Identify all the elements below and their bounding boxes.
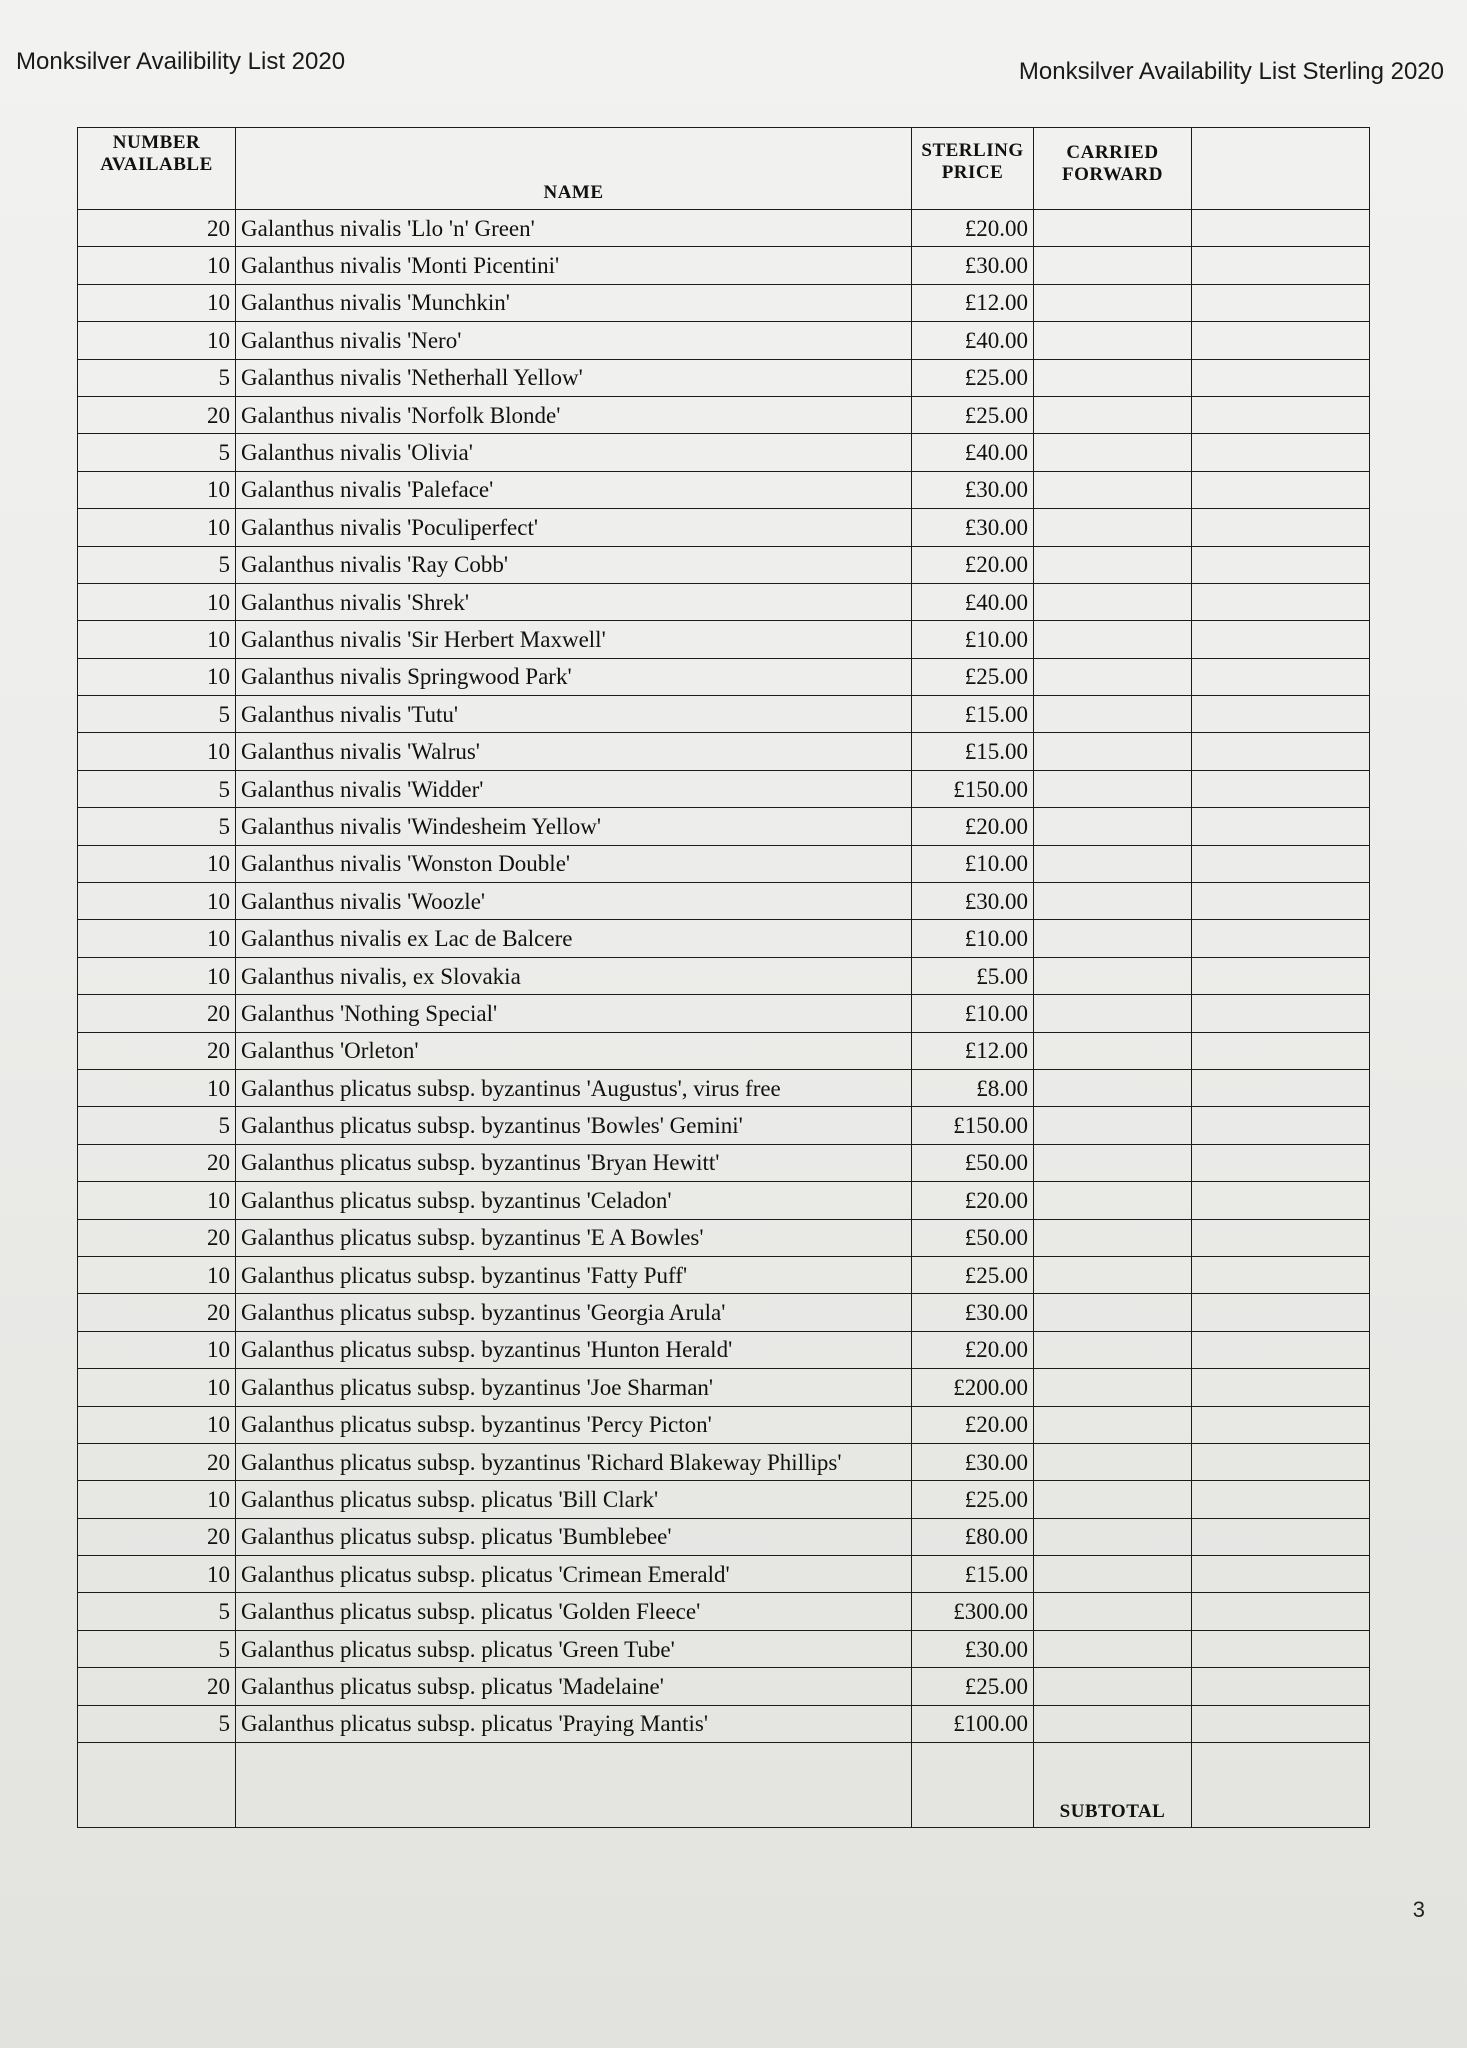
- price-cell: £10.00: [912, 845, 1034, 882]
- order-cell[interactable]: [1192, 471, 1370, 508]
- order-cell[interactable]: [1192, 396, 1370, 433]
- quantity-cell: 20: [78, 1443, 236, 1480]
- price-cell: £12.00: [912, 284, 1034, 321]
- price-cell: £100.00: [912, 1705, 1034, 1742]
- column-header-blank: [1192, 128, 1370, 210]
- table-row: [78, 1069, 1370, 1106]
- price-cell: £12.00: [912, 1032, 1034, 1069]
- price-cell: £80.00: [912, 1518, 1034, 1555]
- plant-name-cell: Galanthus nivalis 'Woozle': [236, 883, 912, 920]
- table-row: [78, 322, 1370, 359]
- price-cell: £150.00: [912, 1107, 1034, 1144]
- plant-name-cell: Galanthus nivalis 'Poculiperfect': [236, 509, 912, 546]
- table-row: [78, 621, 1370, 658]
- quantity-cell: 5: [78, 808, 236, 845]
- price-cell: £30.00: [912, 883, 1034, 920]
- price-cell: £200.00: [912, 1369, 1034, 1406]
- price-cell: £40.00: [912, 434, 1034, 471]
- price-cell: £20.00: [912, 1331, 1034, 1368]
- plant-name-cell: Galanthus nivalis 'Windesheim Yellow': [236, 808, 912, 845]
- quantity-cell: 10: [78, 322, 236, 359]
- plant-name-cell: Galanthus nivalis 'Netherhall Yellow': [236, 359, 912, 396]
- price-cell: £25.00: [912, 359, 1034, 396]
- carried-forward-cell[interactable]: [1034, 770, 1192, 807]
- quantity-cell: 20: [78, 1032, 236, 1069]
- quantity-cell: 5: [78, 1593, 236, 1630]
- plant-name-cell: Galanthus plicatus subsp. byzantinus 'Georgia Arula': [236, 1294, 912, 1331]
- carried-forward-cell[interactable]: [1034, 210, 1192, 247]
- price-cell: £20.00: [912, 210, 1034, 247]
- table-row: [78, 1443, 1370, 1480]
- column-header-line: STERLING: [921, 140, 1024, 161]
- plant-name-cell: Galanthus plicatus subsp. byzantinus 'Hunton Herald': [236, 1331, 912, 1368]
- plant-name-cell: Galanthus plicatus subsp. byzantinus 'Percy Picton': [236, 1406, 912, 1443]
- plant-name-cell: Galanthus nivalis 'Tutu': [236, 696, 912, 733]
- plant-name-cell: Galanthus plicatus subsp. byzantinus 'Joe Sharman': [236, 1369, 912, 1406]
- plant-name-cell: Galanthus nivalis 'Paleface': [236, 471, 912, 508]
- carried-forward-cell[interactable]: [1034, 808, 1192, 845]
- carried-forward-cell[interactable]: [1034, 1294, 1192, 1331]
- price-cell: £25.00: [912, 1481, 1034, 1518]
- plant-name-cell: Galanthus nivalis 'Sir Herbert Maxwell': [236, 621, 912, 658]
- column-header-line: NUMBER: [112, 132, 201, 153]
- carried-forward-cell[interactable]: [1034, 621, 1192, 658]
- price-cell: £10.00: [912, 920, 1034, 957]
- quantity-cell: 10: [78, 1182, 236, 1219]
- carried-forward-cell[interactable]: [1034, 1630, 1192, 1667]
- carried-forward-cell[interactable]: [1034, 359, 1192, 396]
- carried-forward-cell[interactable]: [1034, 322, 1192, 359]
- order-cell[interactable]: [1192, 733, 1370, 770]
- price-cell: £50.00: [912, 1219, 1034, 1256]
- carried-forward-cell[interactable]: [1034, 1668, 1192, 1705]
- price-cell: £30.00: [912, 471, 1034, 508]
- plant-name-cell: Galanthus nivalis 'Shrek': [236, 583, 912, 620]
- carried-forward-cell[interactable]: [1034, 957, 1192, 994]
- carried-forward-cell[interactable]: [1034, 920, 1192, 957]
- table-row: [78, 1107, 1370, 1144]
- order-cell[interactable]: [1192, 1032, 1370, 1069]
- quantity-cell: 10: [78, 957, 236, 994]
- plant-name-cell: Galanthus plicatus subsp. byzantinus 'Fatty Puff': [236, 1256, 912, 1293]
- price-cell: £40.00: [912, 322, 1034, 359]
- plant-name-cell: Galanthus nivalis 'Nero': [236, 322, 912, 359]
- carried-forward-cell[interactable]: [1034, 1443, 1192, 1480]
- carried-forward-cell[interactable]: [1034, 845, 1192, 882]
- plant-name-cell: Galanthus nivalis 'Widder': [236, 770, 912, 807]
- order-cell[interactable]: [1192, 322, 1370, 359]
- quantity-cell: 20: [78, 1219, 236, 1256]
- carried-forward-cell[interactable]: [1034, 1369, 1192, 1406]
- quantity-cell: 10: [78, 284, 236, 321]
- quantity-cell: 20: [78, 210, 236, 247]
- carried-forward-cell[interactable]: [1034, 284, 1192, 321]
- plant-name-cell: Galanthus nivalis 'Norfolk Blonde': [236, 396, 912, 433]
- price-cell: £25.00: [912, 658, 1034, 695]
- carried-forward-cell[interactable]: [1034, 1144, 1192, 1181]
- plant-name-cell: Galanthus plicatus subsp. byzantinus 'Augustus', virus free: [236, 1069, 912, 1106]
- carried-forward-cell[interactable]: [1034, 995, 1192, 1032]
- price-cell: £20.00: [912, 1406, 1034, 1443]
- carried-forward-cell[interactable]: [1034, 1256, 1192, 1293]
- plant-name-cell: Galanthus plicatus subsp. plicatus 'Bill Clark': [236, 1481, 912, 1518]
- table-row: [78, 1481, 1370, 1518]
- carried-forward-cell[interactable]: [1034, 1406, 1192, 1443]
- price-cell: £25.00: [912, 1256, 1034, 1293]
- order-cell[interactable]: [1192, 1593, 1370, 1630]
- carried-forward-cell[interactable]: [1034, 1593, 1192, 1630]
- column-header-sterling-price: [912, 128, 1034, 210]
- plant-name-cell: Galanthus plicatus subsp. plicatus 'Madelaine': [236, 1668, 912, 1705]
- quantity-cell: 5: [78, 546, 236, 583]
- order-cell[interactable]: [1192, 770, 1370, 807]
- order-cell[interactable]: [1192, 1630, 1370, 1667]
- price-cell: £30.00: [912, 1443, 1034, 1480]
- order-cell[interactable]: [1192, 210, 1370, 247]
- price-cell: £20.00: [912, 808, 1034, 845]
- table-row: [78, 396, 1370, 433]
- plant-name-cell: Galanthus nivalis 'Munchkin': [236, 284, 912, 321]
- plant-name-cell: Galanthus nivalis, ex Slovakia: [236, 957, 912, 994]
- order-cell[interactable]: [1192, 583, 1370, 620]
- table-row: [78, 210, 1370, 247]
- plant-name-cell: Galanthus plicatus subsp. plicatus 'Praying Mantis': [236, 1705, 912, 1742]
- table-row: [78, 808, 1370, 845]
- order-cell[interactable]: [1192, 1144, 1370, 1181]
- carried-forward-cell[interactable]: [1034, 471, 1192, 508]
- subtotal-label: SUBTOTAL: [1034, 1743, 1192, 1828]
- table-row: [78, 957, 1370, 994]
- plant-name-cell: Galanthus nivalis 'Monti Picentini': [236, 247, 912, 284]
- price-cell: £30.00: [912, 509, 1034, 546]
- table-row: [78, 1556, 1370, 1593]
- header-right-title: Monksilver Availability List Sterling 2020: [1018, 58, 1444, 85]
- order-cell[interactable]: [1192, 247, 1370, 284]
- column-header-number-available: [78, 128, 236, 210]
- price-cell: £50.00: [912, 1144, 1034, 1181]
- quantity-cell: 10: [78, 621, 236, 658]
- quantity-cell: 10: [78, 509, 236, 546]
- order-cell[interactable]: [1192, 658, 1370, 695]
- carried-forward-cell[interactable]: [1034, 658, 1192, 695]
- quantity-cell: 5: [78, 696, 236, 733]
- order-cell[interactable]: [1192, 546, 1370, 583]
- price-cell: £30.00: [912, 1294, 1034, 1331]
- plant-name-cell: Galanthus 'Orleton': [236, 1032, 912, 1069]
- table-row: [78, 920, 1370, 957]
- price-cell: £15.00: [912, 696, 1034, 733]
- quantity-cell: 5: [78, 1630, 236, 1667]
- availability-table: [77, 127, 1370, 1828]
- quantity-cell: 10: [78, 471, 236, 508]
- price-cell: £15.00: [912, 1556, 1034, 1593]
- quantity-cell: 10: [78, 1369, 236, 1406]
- price-cell: £15.00: [912, 733, 1034, 770]
- plant-name-cell: Galanthus plicatus subsp. byzantinus 'Celadon': [236, 1182, 912, 1219]
- table-row: [78, 284, 1370, 321]
- quantity-cell: 5: [78, 434, 236, 471]
- table-row: [78, 1705, 1370, 1742]
- plant-name-cell: Galanthus nivalis 'Walrus': [236, 733, 912, 770]
- plant-name-cell: Galanthus 'Nothing Special': [236, 995, 912, 1032]
- carried-forward-cell[interactable]: [1034, 1032, 1192, 1069]
- order-cell[interactable]: [1192, 1256, 1370, 1293]
- quantity-cell: 10: [78, 1406, 236, 1443]
- quantity-cell: 10: [78, 920, 236, 957]
- order-cell[interactable]: [1192, 920, 1370, 957]
- subtotal-empty-cell: [912, 1743, 1034, 1828]
- order-cell[interactable]: [1192, 1406, 1370, 1443]
- plant-name-cell: Galanthus plicatus subsp. plicatus 'Crimean Emerald': [236, 1556, 912, 1593]
- carried-forward-cell[interactable]: [1034, 247, 1192, 284]
- price-cell: £150.00: [912, 770, 1034, 807]
- table-row: [78, 883, 1370, 920]
- plant-name-cell: Galanthus plicatus subsp. plicatus 'Bumblebee': [236, 1518, 912, 1555]
- plant-name-cell: Galanthus nivalis Springwood Park': [236, 658, 912, 695]
- price-cell: £10.00: [912, 995, 1034, 1032]
- table-row: [78, 733, 1370, 770]
- quantity-cell: 10: [78, 1556, 236, 1593]
- carried-forward-cell[interactable]: [1034, 434, 1192, 471]
- quantity-cell: 20: [78, 1294, 236, 1331]
- order-cell[interactable]: [1192, 808, 1370, 845]
- plant-name-cell: Galanthus nivalis 'Olivia': [236, 434, 912, 471]
- carried-forward-cell[interactable]: [1034, 396, 1192, 433]
- table-row: [78, 471, 1370, 508]
- order-cell[interactable]: [1192, 1294, 1370, 1331]
- page-number: 3: [1412, 1897, 1425, 1922]
- table-row: [78, 247, 1370, 284]
- plant-name-cell: Galanthus nivalis 'Llo 'n' Green': [236, 210, 912, 247]
- quantity-cell: 5: [78, 1107, 236, 1144]
- price-cell: £8.00: [912, 1069, 1034, 1106]
- subtotal-empty-cell: [236, 1743, 912, 1828]
- table-row: [78, 434, 1370, 471]
- subtotal-value-cell[interactable]: [1192, 1743, 1370, 1828]
- plant-name-cell: Galanthus nivalis 'Ray Cobb': [236, 546, 912, 583]
- quantity-cell: 5: [78, 359, 236, 396]
- order-cell[interactable]: [1192, 1668, 1370, 1705]
- table-row: [78, 583, 1370, 620]
- order-cell[interactable]: [1192, 1705, 1370, 1742]
- quantity-cell: 5: [78, 770, 236, 807]
- quantity-cell: 10: [78, 845, 236, 882]
- price-cell: £300.00: [912, 1593, 1034, 1630]
- order-cell[interactable]: [1192, 434, 1370, 471]
- quantity-cell: 5: [78, 1705, 236, 1742]
- order-cell[interactable]: [1192, 1069, 1370, 1106]
- table-row: [78, 770, 1370, 807]
- quantity-cell: 20: [78, 1144, 236, 1181]
- subtotal-row: [78, 1743, 1370, 1828]
- plant-name-cell: Galanthus plicatus subsp. plicatus 'Green Tube': [236, 1630, 912, 1667]
- quantity-cell: 20: [78, 1518, 236, 1555]
- table-row: [78, 1182, 1370, 1219]
- plant-name-cell: Galanthus plicatus subsp. byzantinus 'Bryan Hewitt': [236, 1144, 912, 1181]
- table-row: [78, 546, 1370, 583]
- column-header-line: FORWARD: [1062, 163, 1163, 185]
- carried-forward-cell[interactable]: [1034, 1518, 1192, 1555]
- plant-name-cell: Galanthus nivalis ex Lac de Balcere: [236, 920, 912, 957]
- subtotal-empty-cell: [78, 1743, 236, 1828]
- carried-forward-cell[interactable]: [1034, 883, 1192, 920]
- quantity-cell: 10: [78, 883, 236, 920]
- plant-name-cell: Galanthus plicatus subsp. byzantinus 'Richard Blakeway Phillips': [236, 1443, 912, 1480]
- table-row: [78, 1331, 1370, 1368]
- quantity-cell: 10: [78, 733, 236, 770]
- price-cell: £5.00: [912, 957, 1034, 994]
- price-cell: £20.00: [912, 546, 1034, 583]
- carried-forward-cell[interactable]: [1034, 1069, 1192, 1106]
- table-row: [78, 1406, 1370, 1443]
- price-cell: £20.00: [912, 1182, 1034, 1219]
- quantity-cell: 10: [78, 583, 236, 620]
- order-cell[interactable]: [1192, 1182, 1370, 1219]
- order-cell[interactable]: [1192, 621, 1370, 658]
- quantity-cell: 10: [78, 658, 236, 695]
- carried-forward-cell[interactable]: [1034, 583, 1192, 620]
- quantity-cell: 10: [78, 247, 236, 284]
- quantity-cell: 20: [78, 396, 236, 433]
- table-row: [78, 1144, 1370, 1181]
- column-header-line: AVAILABLE: [100, 153, 213, 175]
- order-cell[interactable]: [1192, 1556, 1370, 1593]
- order-cell[interactable]: [1192, 883, 1370, 920]
- order-cell[interactable]: [1192, 1369, 1370, 1406]
- carried-forward-cell[interactable]: [1034, 546, 1192, 583]
- order-cell[interactable]: [1192, 359, 1370, 396]
- carried-forward-cell[interactable]: [1034, 1182, 1192, 1219]
- header-left-title: Monksilver Availibility List 2020: [16, 48, 346, 75]
- price-cell: £10.00: [912, 621, 1034, 658]
- plant-name-cell: Galanthus plicatus subsp. byzantinus 'Bowles' Gemini': [236, 1107, 912, 1144]
- carried-forward-cell[interactable]: [1034, 1481, 1192, 1518]
- carried-forward-cell[interactable]: [1034, 1705, 1192, 1742]
- quantity-cell: 20: [78, 995, 236, 1032]
- table-row: [78, 1518, 1370, 1555]
- order-cell[interactable]: [1192, 696, 1370, 733]
- price-cell: £30.00: [912, 1630, 1034, 1667]
- quantity-cell: 10: [78, 1331, 236, 1368]
- table-row: [78, 1369, 1370, 1406]
- table-row: [78, 995, 1370, 1032]
- table-row: [78, 696, 1370, 733]
- order-cell[interactable]: [1192, 845, 1370, 882]
- order-cell[interactable]: [1192, 1107, 1370, 1144]
- order-cell[interactable]: [1192, 284, 1370, 321]
- order-cell[interactable]: [1192, 995, 1370, 1032]
- table-row: [78, 1630, 1370, 1667]
- quantity-cell: 10: [78, 1069, 236, 1106]
- table-header-row: [78, 128, 1370, 210]
- order-cell[interactable]: [1192, 1443, 1370, 1480]
- plant-name-cell: Galanthus plicatus subsp. plicatus 'Golden Fleece': [236, 1593, 912, 1630]
- quantity-cell: 10: [78, 1481, 236, 1518]
- order-cell[interactable]: [1192, 509, 1370, 546]
- plant-name-cell: Galanthus plicatus subsp. byzantinus 'E A Bowles': [236, 1219, 912, 1256]
- quantity-cell: 10: [78, 1256, 236, 1293]
- order-cell[interactable]: [1192, 1219, 1370, 1256]
- price-cell: £40.00: [912, 583, 1034, 620]
- column-header-line: PRICE: [941, 161, 1004, 183]
- carried-forward-cell[interactable]: [1034, 1331, 1192, 1368]
- column-header-line: CARRIED: [1066, 142, 1159, 163]
- table-row: [78, 1593, 1370, 1630]
- carried-forward-cell[interactable]: [1034, 696, 1192, 733]
- order-cell[interactable]: [1192, 1331, 1370, 1368]
- order-cell[interactable]: [1192, 1518, 1370, 1555]
- table-row: [78, 658, 1370, 695]
- quantity-cell: 20: [78, 1668, 236, 1705]
- carried-forward-cell[interactable]: [1034, 1556, 1192, 1593]
- price-cell: £25.00: [912, 1668, 1034, 1705]
- carried-forward-cell[interactable]: [1034, 733, 1192, 770]
- table-row: [78, 509, 1370, 546]
- table-row: [78, 1294, 1370, 1331]
- table-row: [78, 359, 1370, 396]
- table-row: [78, 1032, 1370, 1069]
- carried-forward-cell[interactable]: [1034, 1219, 1192, 1256]
- price-cell: £30.00: [912, 247, 1034, 284]
- plant-name-cell: Galanthus nivalis 'Wonston Double': [236, 845, 912, 882]
- table-row: [78, 845, 1370, 882]
- table-row: [78, 1219, 1370, 1256]
- price-cell: £25.00: [912, 396, 1034, 433]
- column-header-name: NAME: [236, 128, 912, 210]
- carried-forward-cell[interactable]: [1034, 509, 1192, 546]
- column-header-carried-forward: [1034, 128, 1192, 210]
- table-row: [78, 1256, 1370, 1293]
- order-cell[interactable]: [1192, 957, 1370, 994]
- order-cell[interactable]: [1192, 1481, 1370, 1518]
- carried-forward-cell[interactable]: [1034, 1107, 1192, 1144]
- table-row: [78, 1668, 1370, 1705]
